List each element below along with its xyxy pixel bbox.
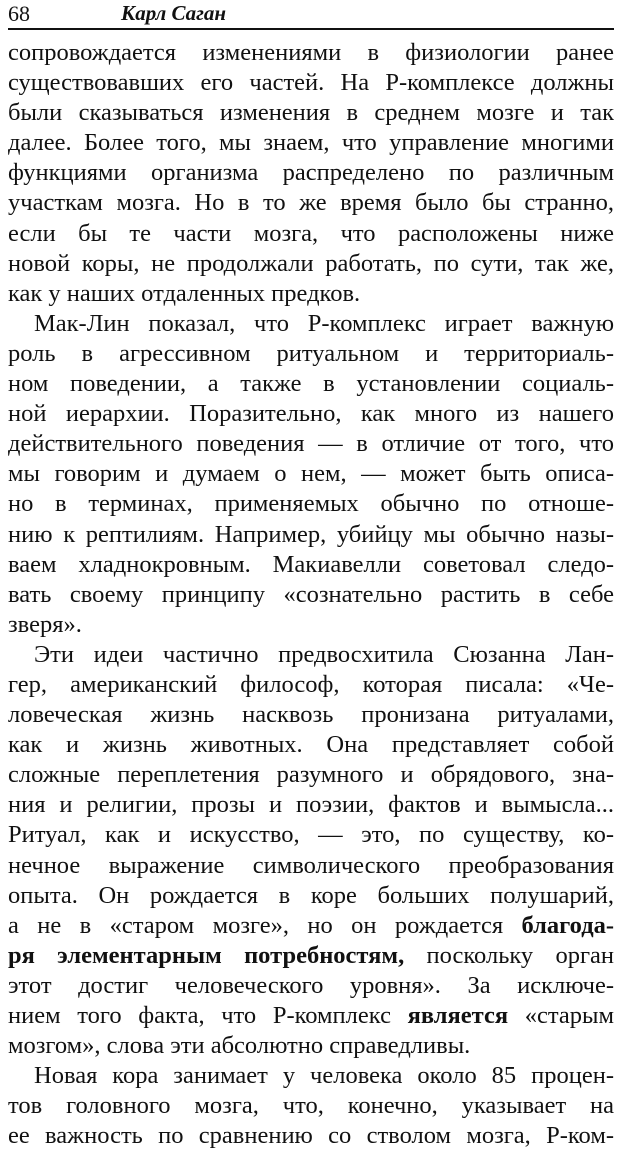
text-line: вать своему принципу «сознательно растить в себе (8, 580, 614, 608)
text-fragment: а не в «старом мозге», но он рождается (8, 911, 504, 939)
text-fragment: нием того факта, что Р-комплекс (8, 1002, 391, 1029)
text-line: ния и религии, прозы и поэзии, фактов и вымысла... (8, 791, 614, 819)
bold-text-fragment: является (407, 1002, 509, 1029)
text-line: сложные переплетения разумного и обрядового, зна- (8, 761, 614, 789)
text-fragment: поскольку орган (426, 941, 614, 969)
text-line: участкам мозга. Но в то же время было бы странно, (8, 189, 614, 217)
text-line: Ритуал, как и искусство, — это, по существу, ко- (8, 821, 614, 849)
text-line: мы говорим и думаем о нем, — может быть описа- (8, 460, 614, 488)
text-line: мозгом», слова эти абсолютно справедливы. (8, 1032, 471, 1060)
text-line: тов головного мозга, что, конечно, указывает на (8, 1092, 614, 1120)
text-line: роль в агрессивном ритуальном и территориаль- (8, 339, 614, 367)
page-number: 68 (8, 1, 30, 26)
bold-text-fragment: благода- (521, 911, 614, 939)
text-line: этот достиг человеческого уровня». За исключе- (8, 971, 614, 999)
text-line: но в терминах, применяемых обычно по отноше- (8, 490, 614, 518)
text-line: если бы те части мозга, что расположены ниже (8, 219, 614, 247)
text-line: ее важность по сравнению со стволом мозга, Р-ком- (8, 1122, 614, 1150)
text-line: нечное выражение символического преобразования (8, 851, 614, 879)
text-line: существовавших его частей. На Р-комплексе должны (8, 69, 614, 97)
text-line: действительного поведения — в отличие от того, что (8, 430, 614, 458)
text-line: гер, американский философ, которая писала: «Че- (8, 670, 614, 698)
text-line: функциями организма распределено по различным (8, 159, 614, 187)
text-line: как у наших отдаленных предков. (8, 279, 361, 307)
text-line: ловеческая жизнь насквозь пронизана ритуалами, (8, 701, 614, 729)
text-fragment: «старым (524, 1002, 614, 1029)
text-line: были сказываться изменения в среднем мозге и так (8, 99, 614, 127)
running-head: Карл Саган (121, 1, 227, 25)
text-line: нию к рептилиям. Например, убийцу мы обычно назы- (8, 520, 614, 548)
text-line: далее. Более того, мы знаем, что управление многими (8, 129, 614, 157)
text-line: опыта. Он рождается в коре больших полушарий, (8, 881, 614, 909)
text-line: как и жизнь животных. Она представляет собой (8, 731, 614, 759)
header-rule (8, 28, 614, 30)
text-line: зверя». (8, 610, 82, 638)
page-header (8, 0, 614, 30)
text-line (8, 911, 614, 941)
text-line (8, 941, 614, 971)
text-line: сопровождается изменениями в физиологии ранее (8, 39, 614, 66)
bold-text-fragment: ря элементарным потребностям, (8, 941, 405, 969)
text-line: Новая кора занимает у человека около 85 процен- (34, 1062, 614, 1090)
body-text (8, 38, 614, 1151)
text-line: Эти идеи частично предвосхитила Сюзанна Лан- (34, 640, 614, 668)
text-line: ной иерархии. Поразительно, как много из нашего (8, 400, 614, 428)
text-line: новой коры, не продолжали работать, по сути, так же, (8, 249, 614, 277)
text-line (8, 1001, 614, 1031)
text-line: Мак-Лин показал, что Р-комплекс играет важную (34, 309, 614, 337)
text-line: ном поведении, а также в установлении социаль- (8, 370, 614, 398)
text-line: ваем хладнокровным. Макиавелли советовал следо- (8, 550, 614, 578)
